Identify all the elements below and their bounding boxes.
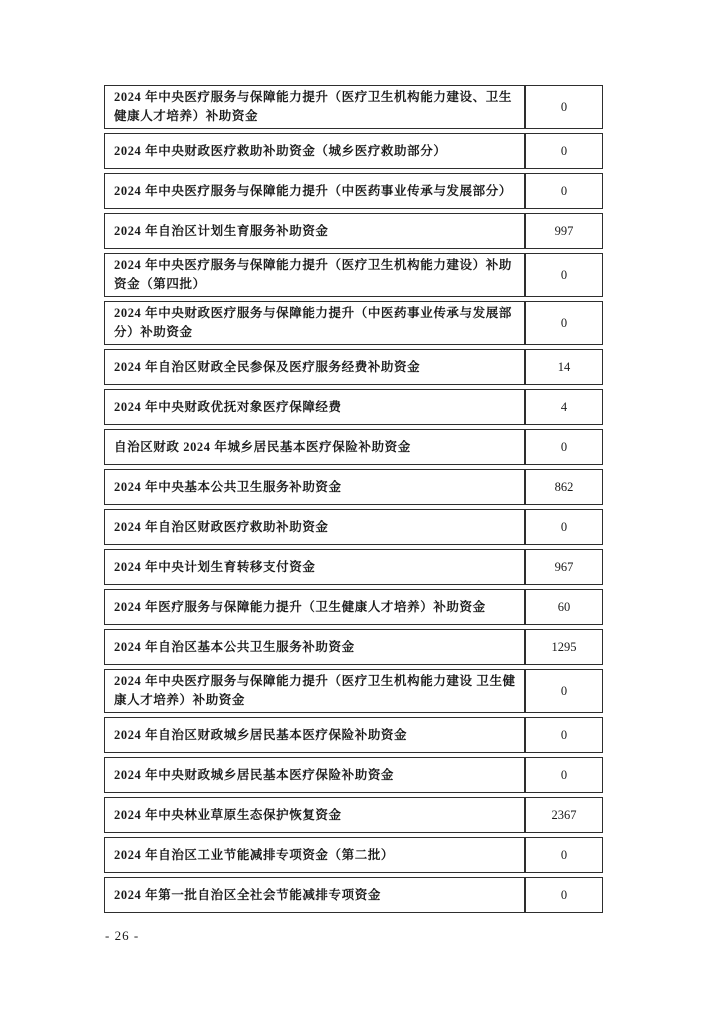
fund-amount-cell: 967: [525, 549, 603, 585]
fund-name-cell: 2024 年中央医疗服务与保障能力提升（医疗卫生机构能力建设 卫生健康人才培养）补助资金: [104, 669, 525, 713]
fund-name-cell: 2024 年中央财政城乡居民基本医疗保险补助资金: [104, 757, 525, 793]
fund-name-cell: 2024 年自治区财政医疗救助补助资金: [104, 509, 525, 545]
subsidy-funds-table: [104, 81, 603, 917]
fund-name-cell: 2024 年中央医疗服务与保障能力提升（中医药事业传承与发展部分）: [104, 173, 525, 209]
fund-amount-cell: 0: [525, 429, 603, 465]
fund-amount-cell: 997: [525, 213, 603, 249]
fund-amount-cell: 2367: [525, 797, 603, 833]
fund-name-cell: 2024 年中央计划生育转移支付资金: [104, 549, 525, 585]
fund-amount-cell: 0: [525, 837, 603, 873]
table-row: [104, 301, 603, 345]
fund-name-cell: 2024 年中央林业草原生态保护恢复资金: [104, 797, 525, 833]
fund-amount-cell: 0: [525, 253, 603, 297]
fund-amount-cell: 0: [525, 877, 603, 913]
table-row: [104, 389, 603, 425]
fund-amount-cell: 0: [525, 757, 603, 793]
fund-amount-cell: 14: [525, 349, 603, 385]
fund-name-cell: 2024 年自治区财政城乡居民基本医疗保险补助资金: [104, 717, 525, 753]
table-row: [104, 509, 603, 545]
table-row: [104, 549, 603, 585]
fund-name-cell: 2024 年中央财政优抚对象医疗保障经费: [104, 389, 525, 425]
fund-amount-cell: 4: [525, 389, 603, 425]
table-row: [104, 469, 603, 505]
fund-name-cell: 2024 年自治区基本公共卫生服务补助资金: [104, 629, 525, 665]
table-row: [104, 213, 603, 249]
fund-name-cell: 2024 年中央医疗服务与保障能力提升（医疗卫生机构能力建设）补助资金（第四批）: [104, 253, 525, 297]
table-row: [104, 349, 603, 385]
table-row: [104, 589, 603, 625]
fund-amount-cell: 0: [525, 717, 603, 753]
table-row: [104, 837, 603, 873]
fund-amount-cell: 862: [525, 469, 603, 505]
fund-name-cell: 2024 年第一批自治区全社会节能减排专项资金: [104, 877, 525, 913]
fund-amount-cell: 0: [525, 85, 603, 129]
fund-amount-cell: 0: [525, 509, 603, 545]
table-row: [104, 429, 603, 465]
fund-name-cell: 2024 年医疗服务与保障能力提升（卫生健康人才培养）补助资金: [104, 589, 525, 625]
fund-name-cell: 2024 年自治区财政全民参保及医疗服务经费补助资金: [104, 349, 525, 385]
table-row: [104, 173, 603, 209]
table-row: [104, 85, 603, 129]
table-row: [104, 669, 603, 713]
page-number: - 26 -: [105, 928, 140, 943]
fund-name-cell: 2024 年中央基本公共卫生服务补助资金: [104, 469, 525, 505]
fund-name-cell: 2024 年自治区工业节能减排专项资金（第二批）: [104, 837, 525, 873]
fund-name-cell: 2024 年中央医疗服务与保障能力提升（医疗卫生机构能力建设、卫生健康人才培养）补助资金: [104, 85, 525, 129]
table-row: [104, 717, 603, 753]
table-row: [104, 253, 603, 297]
fund-amount-cell: 0: [525, 301, 603, 345]
fund-name-cell: 2024 年中央财政医疗救助补助资金（城乡医疗救助部分）: [104, 133, 525, 169]
table-row: [104, 877, 603, 913]
fund-name-cell: 2024 年中央财政医疗服务与保障能力提升（中医药事业传承与发展部分）补助资金: [104, 301, 525, 345]
fund-amount-cell: 60: [525, 589, 603, 625]
fund-name-cell: 2024 年自治区计划生育服务补助资金: [104, 213, 525, 249]
fund-amount-cell: 1295: [525, 629, 603, 665]
table-row: [104, 133, 603, 169]
fund-name-cell: 自治区财政 2024 年城乡居民基本医疗保险补助资金: [104, 429, 525, 465]
table-row: [104, 797, 603, 833]
fund-amount-cell: 0: [525, 669, 603, 713]
table-row: [104, 629, 603, 665]
table-row: [104, 757, 603, 793]
fund-amount-cell: 0: [525, 173, 603, 209]
fund-amount-cell: 0: [525, 133, 603, 169]
